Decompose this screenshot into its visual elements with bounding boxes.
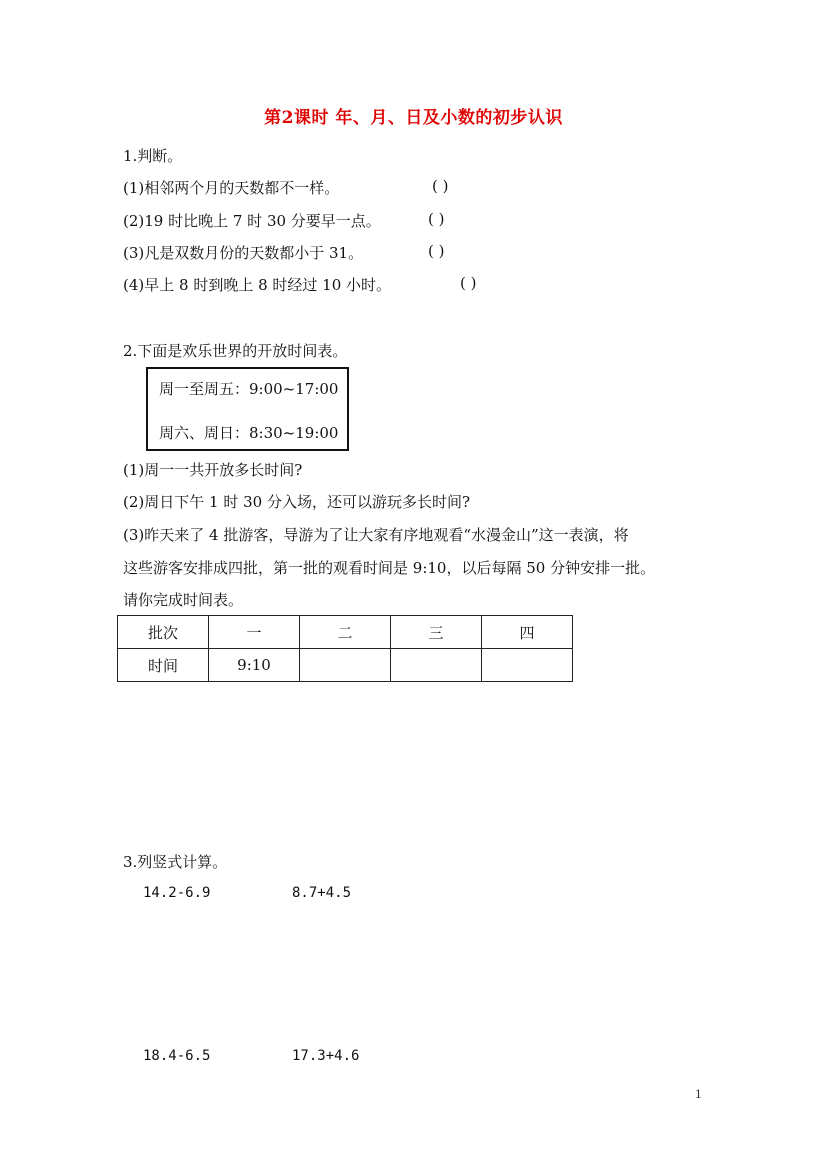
schedule-table	[117, 615, 573, 682]
answer-cell[interactable]	[482, 649, 573, 682]
q1-item-1: (1)相邻两个月的天数都不一样。	[123, 179, 340, 197]
q2-sub3-line3: 请你完成时间表。	[123, 591, 244, 609]
q1-item-3: (3)凡是双数月份的天数都小于 31。	[123, 244, 364, 262]
q2-heading: 2.下面是欢乐世界的开放时间表。	[123, 342, 348, 360]
table-cell: 三	[391, 616, 482, 649]
q1-item-4: (4)早上 8 时到晚上 8 时经过 10 小时。	[123, 276, 392, 294]
table-header-row	[118, 616, 573, 649]
calc-problem-1: 14.2-6.9	[143, 885, 211, 901]
q2-sub2: (2)周日下午 1 时 30 分入场，还可以游玩多长时间?	[123, 493, 470, 511]
q1-item-2-answer-paren: ( )	[428, 210, 445, 228]
q1-item-3-answer-paren: ( )	[428, 242, 445, 260]
weekend-hours: 周六、周日：8:30~19:00	[159, 424, 339, 442]
table-cell: 四	[482, 616, 573, 649]
q2-sub1: (1)周一一共开放多长时间?	[123, 461, 303, 479]
answer-cell[interactable]	[391, 649, 482, 682]
page-title: 第2课时 年、月、日及小数的初步认识	[264, 108, 563, 128]
table-row	[118, 649, 573, 682]
table-cell: 一	[209, 616, 300, 649]
calc-problem-3: 18.4-6.5	[143, 1048, 211, 1064]
table-cell: 二	[300, 616, 391, 649]
q1-heading: 1.判断。	[123, 147, 183, 165]
q2-sub3-line2: 这些游客安排成四批，第一批的观看时间是 9:10，以后每隔 50 分钟安排一批。	[123, 559, 656, 577]
answer-cell[interactable]	[300, 649, 391, 682]
calc-problem-4: 17.3+4.6	[292, 1048, 360, 1064]
q3-heading: 3.列竖式计算。	[123, 853, 228, 871]
q2-sub3-line1: (3)昨天来了 4 批游客，导游为了让大家有序地观看“水漫金山”这一表演，将	[123, 526, 629, 544]
page-number: 1	[695, 1088, 702, 1101]
table-cell: 批次	[118, 616, 209, 649]
q1-item-1-answer-paren: ( )	[432, 177, 449, 195]
q1-item-4-answer-paren: ( )	[460, 274, 477, 292]
table-cell: 9:10	[209, 649, 300, 682]
table-cell: 时间	[118, 649, 209, 682]
q1-item-2: (2)19 时比晚上 7 时 30 分要早一点。	[123, 212, 381, 230]
weekday-hours: 周一至周五：9:00~17:00	[159, 380, 339, 398]
opening-hours-box	[146, 367, 349, 451]
calc-problem-2: 8.7+4.5	[292, 885, 352, 901]
